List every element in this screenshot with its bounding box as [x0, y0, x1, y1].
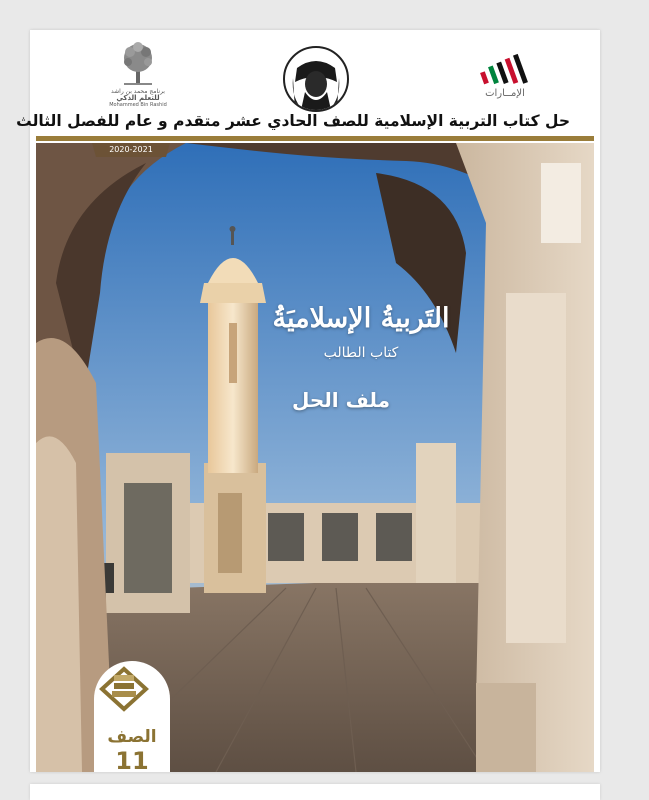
- page-title: حل كتاب التربية الإسلامية للصف الحادي عشر متقدم و عام للفصل الثالث: [16, 112, 570, 130]
- header-divider: [36, 136, 594, 141]
- solution-label: ملف الحل: [292, 388, 390, 412]
- uae-bars-icon: [478, 52, 534, 86]
- program-text-1: برنامج محمد بن راشد: [111, 88, 165, 95]
- books-icon: [94, 661, 154, 717]
- portrait-emblem: [283, 46, 349, 112]
- grade-number: 11: [115, 747, 149, 772]
- year-label: 2020-2021: [109, 145, 153, 154]
- smart-learning-text: [100, 88, 176, 109]
- book-title: التَربيةُ الإسلاميَةُ: [272, 303, 450, 334]
- uae-logo-text: الإمــارات: [485, 88, 525, 99]
- next-page-edge: [30, 784, 600, 800]
- grade-badge: [94, 661, 170, 772]
- tree-icon: [100, 38, 176, 88]
- book-cover: [36, 143, 594, 772]
- book-subtitle: كتاب الطالب: [323, 345, 399, 361]
- program-text-2: للتعلم الذكي: [116, 94, 160, 102]
- document-page: [16, 30, 600, 772]
- portrait-icon: [285, 48, 347, 110]
- uae-logo: [470, 52, 540, 108]
- grade-word: الصف: [107, 727, 157, 747]
- smart-learning-logo: [100, 38, 176, 114]
- program-text-3: Mohammed Bin Rashid: [109, 102, 167, 108]
